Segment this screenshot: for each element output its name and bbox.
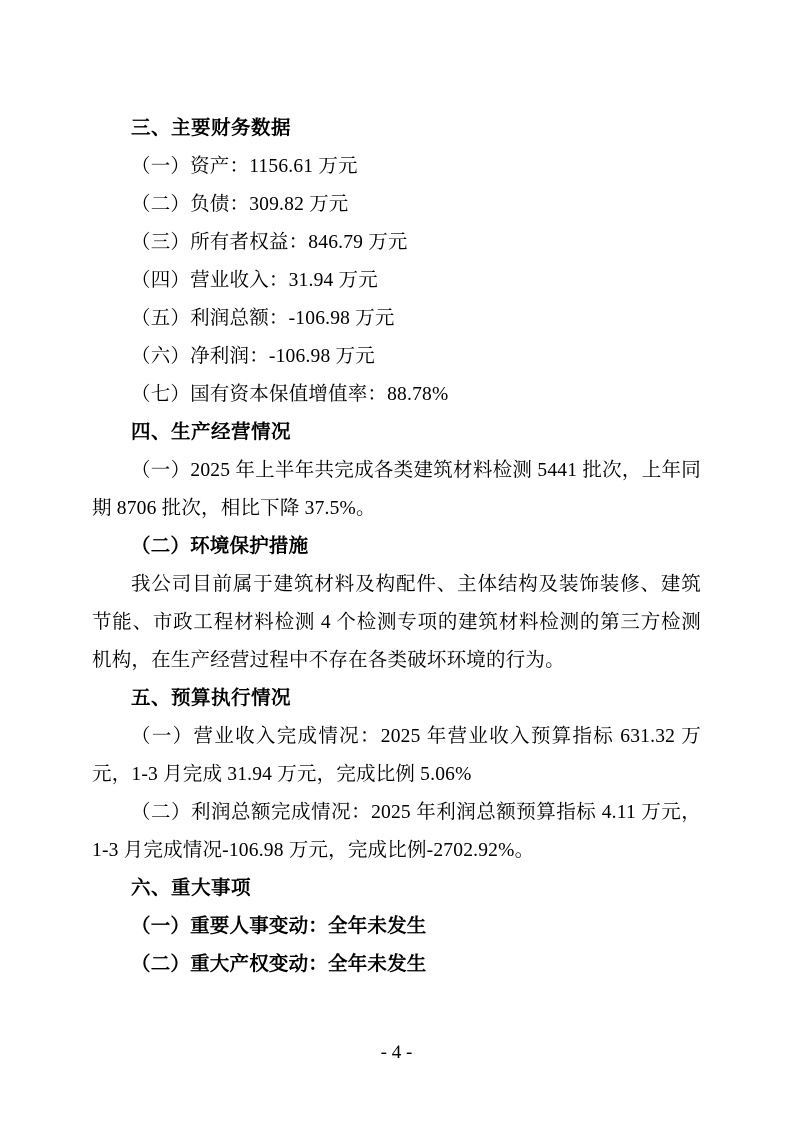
financial-item-operating-revenue: （四）营业收入：31.94 万元 xyxy=(131,270,378,291)
page-number-footer: - 4 - xyxy=(380,1042,413,1063)
production-item-environmental-measures-body: 我公司目前属于建筑材料及构配件、主体结构及装饰装修、建筑节能、市政工程材料检测 4 个检测专项的建筑材料检测的第三方检测机构，在生产经营过程中不存在各类破坏环境的行为。 xyxy=(92,574,701,671)
production-item-inspection-batches: （一）2025 年上半年共完成各类建筑材料检测 5441 批次，上年同期 8706 批次，相比下降 37.5%。 xyxy=(92,460,701,519)
section-heading-5: 五、预算执行情况 xyxy=(131,688,292,709)
major-event-property-rights-change: （二）重大产权变动：全年未发生 xyxy=(131,954,427,975)
production-item-environmental-measures-title: （二）环境保护措施 xyxy=(131,536,309,557)
financial-item-total-profit: （五）利润总额：-106.98 万元 xyxy=(131,308,395,329)
financial-item-state-capital-preservation-rate: （七）国有资本保值增值率：88.78% xyxy=(131,384,449,405)
financial-item-net-profit: （六）净利润：-106.98 万元 xyxy=(131,346,375,367)
major-event-personnel-change: （一）重要人事变动：全年未发生 xyxy=(131,916,427,937)
financial-item-owners-equity: （三）所有者权益：846.79 万元 xyxy=(131,232,408,253)
section-heading-3: 三、主要财务数据 xyxy=(131,118,292,139)
financial-item-liabilities: （二）负债：309.82 万元 xyxy=(131,194,349,215)
section-heading-6: 六、重大事项 xyxy=(131,878,252,899)
section-heading-4: 四、生产经营情况 xyxy=(131,422,292,443)
financial-item-assets: （一）资产：1156.61 万元 xyxy=(131,156,358,177)
budget-item-profit-completion: （二）利润总额完成情况：2025 年利润总额预算指标 4.11 万元，1-3 月完成情况-106.98 万元，完成比例-2702.92%。 xyxy=(92,802,701,861)
document-body xyxy=(92,110,701,984)
budget-item-revenue-completion: （一）营业收入完成情况：2025 年营业收入预算指标 631.32 万元，1-3 月完成 31.94 万元，完成比例 5.06% xyxy=(92,726,701,785)
